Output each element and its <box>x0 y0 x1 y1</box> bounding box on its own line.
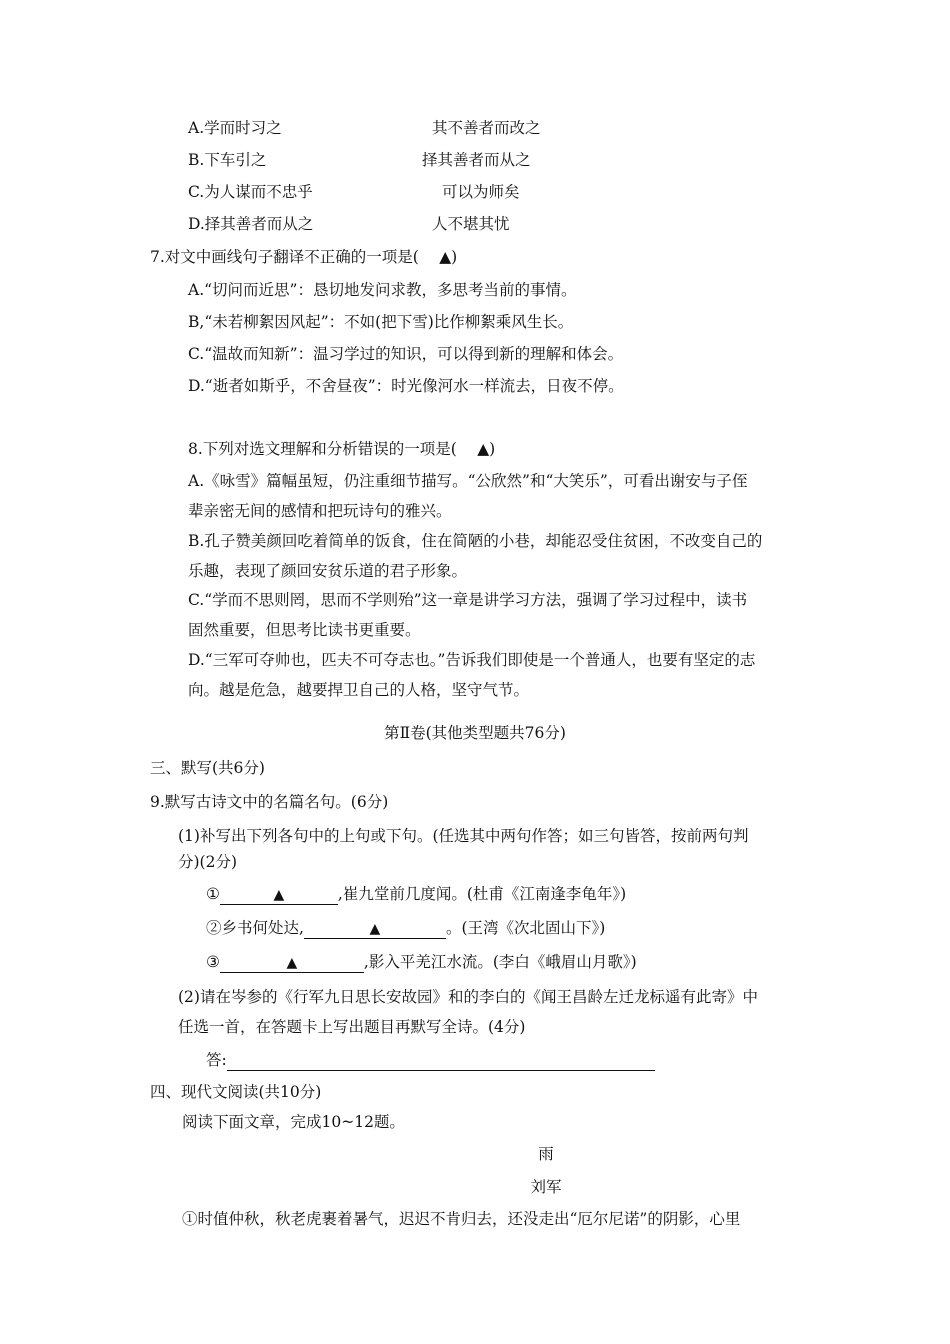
q9-sub2-line2: 任选一首，在答题卡上写出题目再默写全诗。(4分) <box>178 1018 526 1036</box>
q7-option-d: D.“逝者如斯乎，不舍昼夜”：时光像河水一样流去，日夜不停。 <box>188 377 624 395</box>
answer-blank[interactable] <box>220 885 338 905</box>
article-title: 雨 <box>538 1145 554 1163</box>
answer-blank[interactable] <box>304 919 446 939</box>
q9-fill-1 <box>206 883 626 905</box>
q9-sub1-line2: 分)(2分) <box>178 853 238 871</box>
q6-option-d-left: D.择其善者而从之 <box>188 215 314 233</box>
q6-option-a-left: A.学而时习之 <box>188 119 282 137</box>
fill-after-text: 。(王湾《次北固山下》) <box>445 919 606 937</box>
q8-line: D.“三军可夺帅也，匹夫不可夺志也。”告诉我们即使是一个普通人，也要有坚定的志 <box>188 651 756 669</box>
q9-sub2-line1: (2)请在岑参的《行军九日思长安故园》和的李白的《闻王昌龄左迁龙标遥有此寄》中 <box>178 988 758 1006</box>
q6-option-a-right: 其不善者而改之 <box>432 119 541 137</box>
q6-option-d-right: 人不堪其忧 <box>432 215 510 233</box>
reading-intro: 阅读下面文章，完成10~12题。 <box>182 1113 405 1131</box>
q8-line: 辈亲密无间的感情和把玩诗句的雅兴。 <box>188 502 452 520</box>
q6-option-c-right: 可以为师矣 <box>442 183 520 201</box>
q7-option-a: A.“切问而近思”：恳切地发问求教，多思考当前的事情。 <box>188 281 577 299</box>
q7-option-b: B,“未若柳絮因风起”：不如(把下雪)比作柳絮乘风生长。 <box>188 313 574 331</box>
fill-number: ① <box>206 885 220 903</box>
q6-option-c-left: C.为人谋而不忠乎 <box>188 183 313 201</box>
answer-blank[interactable] <box>220 953 364 973</box>
triangle-marker-icon: ▲ <box>369 921 381 937</box>
part2-title: 第Ⅱ卷(其他类型题共76分) <box>384 724 566 742</box>
answer-line[interactable] <box>227 1052 655 1071</box>
q7-stem: 7.对文中画线句子翻译不正确的一项是( ▲) <box>150 248 458 266</box>
q9-sub1-line1: (1)补写出下列各句中的上句或下句。(任选其中两句作答；如三句皆答，按前两句判 <box>178 827 749 845</box>
fill-number: ③ <box>206 953 220 971</box>
fill-after-text: ,影入平羌江水流。(李白《峨眉山月歌》) <box>363 953 637 971</box>
fill-after-text: ,崔九堂前几度闻。(杜甫《江南逢李龟年》) <box>337 885 627 903</box>
article-author: 刘军 <box>530 1178 562 1196</box>
q6-option-b-right: 择其善者而从之 <box>422 151 531 169</box>
section3-heading: 三、默写(共6分) <box>150 759 265 777</box>
q8-line: B.孔子赞美颜回吃着简单的饭食，住在简陋的小巷，却能忍受住贫困，不改变自己的 <box>188 532 763 550</box>
fill-before-text: ②乡书何处达, <box>206 919 304 937</box>
q9-fill-3 <box>206 951 637 973</box>
q8-line: 向。越是危急，越要捍卫自己的人格，坚守气节。 <box>188 681 530 699</box>
answer-label: 答: <box>206 1051 227 1069</box>
q8-stem: 8.下列对选文理解和分析错误的一项是( ▲) <box>188 440 496 458</box>
q9-answer <box>206 1049 655 1071</box>
q8-line: A.《咏雪》篇幅虽短，仍注重细节描写。“公欣然”和“大笑乐”，可看出谢安与子侄 <box>188 472 748 490</box>
q6-option-b-left: B.下车引之 <box>188 151 267 169</box>
q8-line: 固然重要，但思考比读书更重要。 <box>188 621 421 639</box>
q9-stem: 9.默写古诗文中的名篇名句。(6分) <box>150 793 389 811</box>
triangle-marker-icon: ▲ <box>286 955 298 971</box>
section4-heading: 四、现代文阅读(共10分) <box>150 1083 322 1101</box>
article-paragraph-1: ①时值仲秋，秋老虎裹着暑气，迟迟不肯归去，还没走出“厄尔尼诺”的阴影，心里 <box>182 1210 741 1228</box>
triangle-marker-icon: ▲ <box>273 887 285 903</box>
q8-line: C.“学而不思则罔，思而不学则殆”这一章是讲学习方法，强调了学习过程中，读书 <box>188 591 748 609</box>
q8-line: 乐趣，表现了颜回安贫乐道的君子形象。 <box>188 562 468 580</box>
q9-fill-2 <box>206 917 605 939</box>
q7-option-c: C.“温故而知新”：温习学过的知识，可以得到新的理解和体会。 <box>188 345 624 363</box>
